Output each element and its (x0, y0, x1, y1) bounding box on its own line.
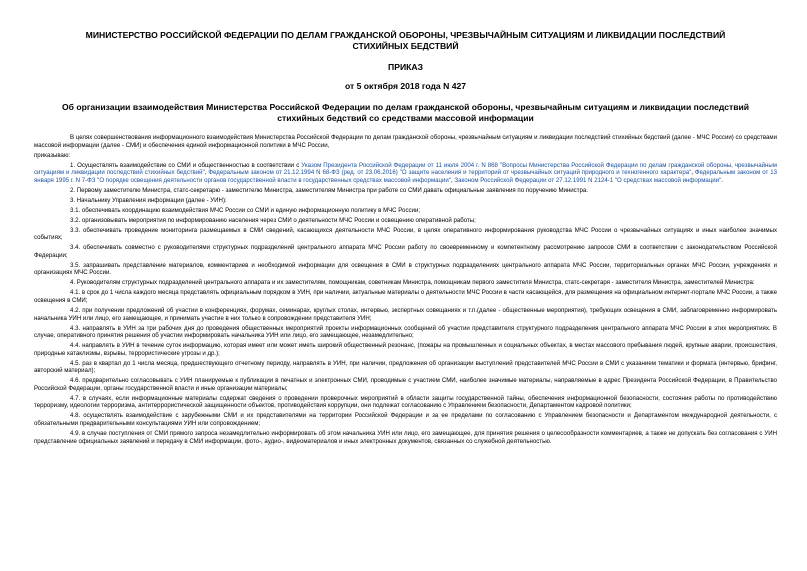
paragraph-4-1: 4.1. в срок до 1 числа каждого месяца представлять официальным порядком в УИН, при наличии, актуальные материалы о деятельности МЧС России в части касающейся, для размещения на официальном интернет-портале МЧС России, а также освещения в СМИ; (34, 289, 777, 304)
paragraph-1-start: 1. Осуществлять взаимодействие со СМИ и общественностью в соответствии с (70, 161, 302, 169)
ministry-heading: МИНИСТЕРСТВО РОССИЙСКОЙ ФЕДЕРАЦИИ ПО ДЕЛАМ ГРАЖДАНСКОЙ ОБОРОНЫ, ЧРЕЗВЫЧАЙНЫМ СИТУАЦИЯМ И ЛИКВИДАЦИИ ПОСЛЕДСТВИЙ СТИХИЙНЫХ БЕДСТВИЙ (85, 30, 726, 51)
paragraph-4-2: 4.2. при получении предложений об участии в конференциях, форумах, семинарах, круглых столах, интервью, экспертных совещаниях и т.п.(далее - общественные мероприятия), требующих освещения в СМИ, заблаговременно информировать начальника УИН или лицо, его замещающее, и принимать участие в них только в сопровождении представителя УИН; (34, 306, 777, 322)
paragraph-3-2: 3.2. организовывать мероприятия по информированию населения через СМИ о деятельности МЧС России и освещению оперативной работы; (70, 216, 476, 224)
link-federal-law-7[interactable]: Федеральным законом от 13 января 1995 г. N 7-ФЗ "О порядке освещения деятельности органов государственной власти в государственных средствах массовой информации" (34, 169, 778, 184)
document-type: ПРИКАЗ (388, 62, 423, 72)
paragraph-3: 3. Начальнику Управления информации (далее - УИН): (70, 196, 227, 204)
link-presidential-decree[interactable]: Указом Президента Российской Федерации от 11 июля 2004 г. N 868 "Вопросы Министерства Российской Федерации по делам гражданской обороны, чрезвычайным ситуациям и ликвидации последствий стихийных бедствий" (34, 161, 777, 177)
paragraph-3-5: 3.5. запрашивать представление материалов, комментариев и необходимой информации для освещения в СМИ в структурных подразделениях центрального аппарата МЧС России, территориальных органах МЧС России, учреждениях и организациях МЧС России. (34, 261, 777, 277)
paragraph-3-3: 3.3. обеспечивать проведение мониторинга размещаемых в СМИ сведений, касающихся деятельности МЧС России, в целях оперативного информирования руководства МЧС России о чрезвычайных ситуациях и иных наиболее значимых событиях; (34, 226, 777, 242)
paragraph-3-1: 3.1. обеспечивать координацию взаимодействия МЧС России со СМИ и единую информационную политику в МЧС России; (70, 206, 421, 214)
separator-3: , (451, 176, 455, 184)
document-subject: Об организации взаимодействия Министерства Российской Федерации по делам гражданской обороны, чрезвычайным ситуациям и ликвидации последствий стихийных бедствий со средствами массовой информации (61, 102, 750, 123)
paragraph-4-6: 4.6. предварительно согласовывать с УИН планируемые к публикации в печатных и электронных СМИ, проводимые с участием СМИ, наиболее значимые материалы, направляемые в адрес Президента Российской Федерации, в Правительство Российской Федерации, органы государственной власти и иные организации материалы; (34, 377, 777, 392)
link-federal-law-68[interactable]: Федеральным законом от 21.12.1994 N 68-ФЗ (ред. от 23.06.2016) "О защите населения и территорий от чрезвычайных ситуаций природного и техногенного характера" (208, 169, 692, 177)
paragraph-4-7: 4.7. в случаях, если информационные материалы содержат сведения о проведении проверочных мероприятий в области защиты государственной тайны, обеспечения информационной безопасности, состояния работы по противодействию терроризму, идеологии терроризма, антитеррористической защищенности объектов, противодействия коррупции, они подлежат согласованию с Управлением безопасности, Департаментом кадровой политики; (34, 394, 777, 410)
paragraph-3-4: 3.4. обеспечивать совместно с руководителями структурных подразделений центрального аппарата МЧС России работу по своевременному и компетентному рассмотрению запросов СМИ в соответствии с законодательством Российской Федерации; (34, 244, 777, 259)
paragraph-order-word: приказываю: (34, 151, 71, 159)
document-date-number: от 5 октября 2018 года N 427 (344, 81, 467, 91)
paragraph-4-4: 4.4. направлять в УИН в течение суток информацию, которая имеет или может иметь широкий общественный резонанс, (пожары на промышленных и социальных объектах, в местах массового пребывания людей, крупные аварии, происшествия, природные катаклизмы, взрывы, террористические угрозы и др.); (34, 342, 777, 357)
separator-1: , (204, 169, 209, 177)
document-body (34, 134, 777, 445)
paragraph-2: 2. Первому заместителю Министра, статс-секретарю - заместителю Министра, заместителям Министра при работе со СМИ давать официальные заявления по поручению Министра. (70, 186, 588, 194)
paragraph-1 (34, 162, 777, 185)
paragraph-4-9: 4.9. в случае поступления от СМИ прямого запроса незамедлительно информировать об этом начальника УИН или лицо, его замещающее, для принятия решения о целесообразности комментариев, а также не допускать без согласования с УИН представление официальных заявлений и передачу в СМИ информации, фото-, аудио-, видеоматериалов и иных электронных документов, связанных со служебной деятельностью. (34, 430, 777, 445)
paragraph-4-3: 4.3. направлять в УИН за три рабочих дня до проведения общественных мероприятий проекты информационных сообщений об участии представителя структурного подразделения центрального аппарата МЧС России в этих мероприятиях. В случае, оперативного принятия решения об участии информировать начальника УИН или лицо, его замещающее, незамедлительно; (34, 324, 777, 340)
paragraph-4-5: 4.5. раз в квартал до 1 числа месяца, предшествующего отчетному периоду, направлять в УИН, при наличии, предложения об организации выступлений представителей МЧС России в СМИ с указанием тематики и формата (интервью, брифинг, авторский материал); (34, 359, 777, 375)
link-mass-media-law[interactable]: Законом Российской Федерации от 27.12.1991 N 2124-1 "О средствах массовой информации" (454, 176, 722, 184)
paragraph-4: 4. Руководителям структурных подразделений центрального аппарата и их заместителям, помощникам, советникам Министра, помощникам первого заместителя Министра, статс-секретаря - заместителя Министра, заместителей Министра: (70, 279, 755, 287)
paragraph-intro: В целях совершенствования информационного взаимодействия Министерства Российской Федерации по делам гражданской обороны, чрезвычайным ситуациям и ликвидации последствий стихийных бедствий (далее - МЧС России) со средствами массовой информации (далее - СМИ) и обеспечения единой информационной политики в МЧС России, (34, 134, 777, 149)
paragraph-4-8: 4.8. осуществлять взаимодействие с зарубежными СМИ и их представителями на территории Российской Федерации и за ее пределами по согласованию с Управлением безопасности и Департаментом международной деятельности, с обязательными предварительными консультациями УИН или сопровождением; (34, 412, 777, 428)
separator-2: , (691, 169, 695, 177)
paragraph-1-end: . (721, 176, 723, 184)
